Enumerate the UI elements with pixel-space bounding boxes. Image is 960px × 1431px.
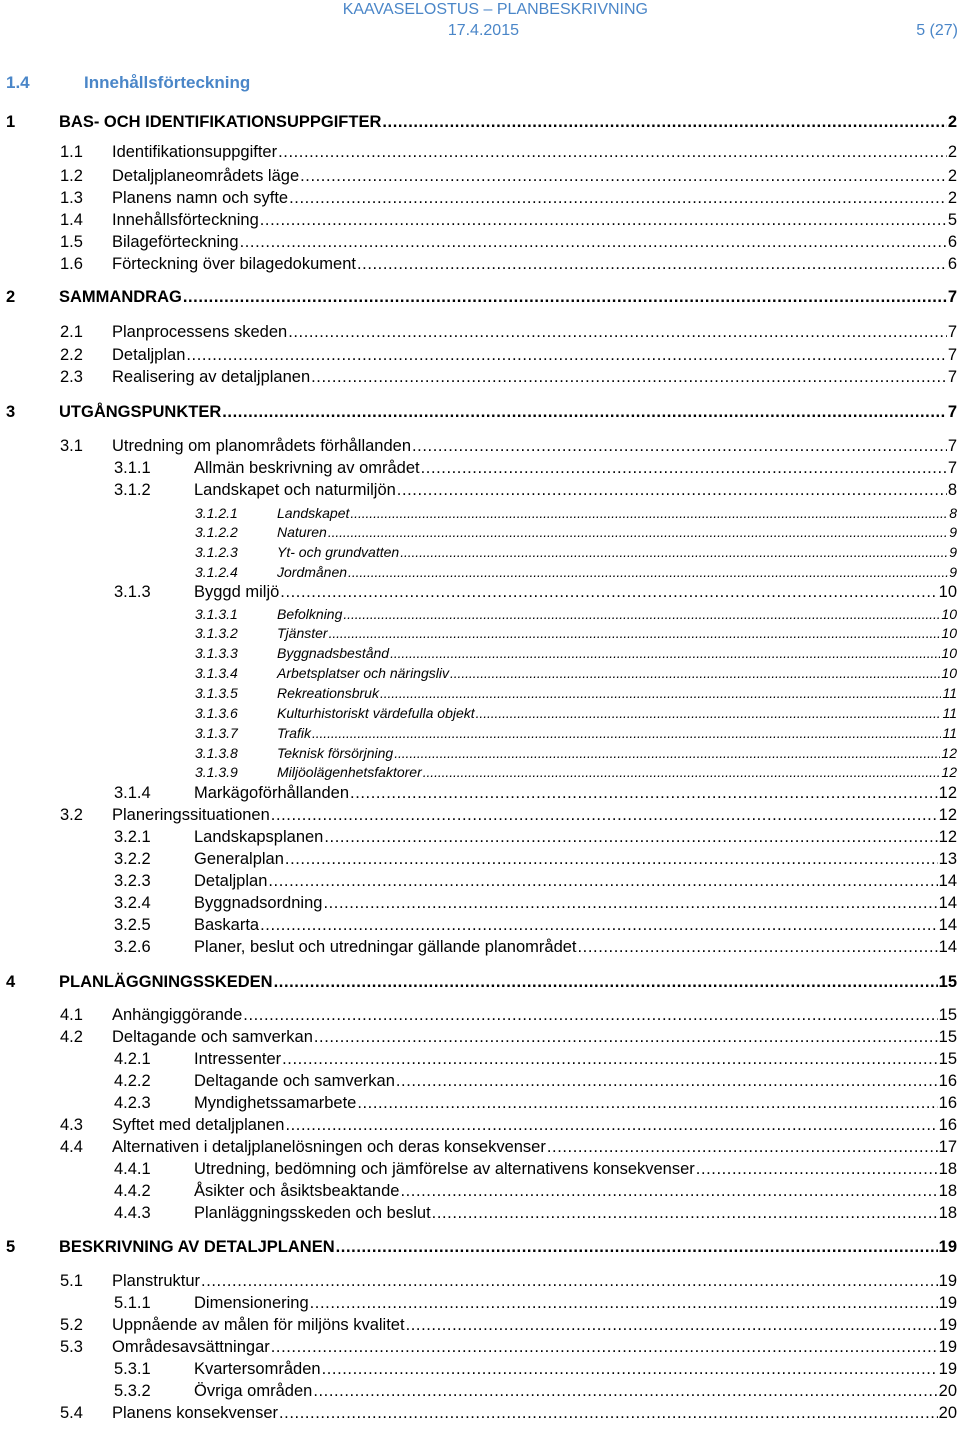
toc-entry-number: 4.4 bbox=[60, 1138, 83, 1156]
toc-entry[interactable] bbox=[195, 764, 957, 781]
toc-entry-title: UTGÅNGSPUNKTER bbox=[59, 403, 222, 421]
toc-entry-page: 7 bbox=[947, 459, 957, 477]
toc-entry[interactable] bbox=[60, 1005, 957, 1025]
toc-entry-page: 14 bbox=[938, 916, 957, 934]
toc-entry[interactable] bbox=[60, 166, 957, 186]
toc-dot-leader bbox=[380, 685, 942, 702]
toc-entry[interactable] bbox=[195, 685, 957, 702]
toc-entry-page: 15 bbox=[938, 1050, 957, 1068]
toc-dot-leader bbox=[278, 142, 947, 162]
toc-entry-title: Planens konsekvenser bbox=[112, 1404, 279, 1422]
toc-entry-page: 7 bbox=[947, 437, 957, 455]
toc-entry-number: 3.1.1 bbox=[114, 459, 151, 477]
toc-entry-title: Kulturhistoriskt värdefulla objekt bbox=[277, 705, 475, 721]
toc-dot-leader bbox=[274, 972, 938, 992]
toc-entry-page: 18 bbox=[938, 1182, 957, 1200]
toc-entry-title: Övriga områden bbox=[194, 1382, 313, 1400]
toc-entry-page: 14 bbox=[938, 938, 957, 956]
toc-entry[interactable] bbox=[60, 210, 957, 230]
toc-entry-title: Landskapsplanen bbox=[194, 828, 324, 846]
toc-entry-page: 7 bbox=[947, 403, 957, 421]
toc-dot-leader bbox=[696, 1159, 938, 1179]
toc-entry-title: SAMMANDRAG bbox=[59, 288, 182, 306]
toc-dot-leader bbox=[357, 254, 947, 274]
toc-entry-number: 3.1.3.4 bbox=[195, 665, 238, 681]
toc-entry-number: 2.3 bbox=[60, 368, 83, 386]
toc-dot-leader bbox=[280, 582, 937, 602]
toc-dot-leader bbox=[271, 805, 938, 825]
toc-entry-title: Utredning om planområdets förhållanden bbox=[112, 437, 412, 455]
toc-entry-number: 3.1.4 bbox=[114, 784, 151, 802]
toc-entry[interactable] bbox=[195, 564, 957, 581]
toc-entry-page: 16 bbox=[938, 1072, 957, 1090]
toc-entry-number: 3.1.3.9 bbox=[195, 764, 238, 780]
toc-dot-leader bbox=[476, 705, 942, 722]
toc-entry-page: 20 bbox=[938, 1382, 957, 1400]
toc-dot-leader bbox=[243, 1005, 937, 1025]
toc-dot-leader bbox=[390, 645, 940, 662]
toc-dot-leader bbox=[382, 112, 946, 132]
toc-entry-title: Anhängiggörande bbox=[112, 1006, 243, 1024]
toc-dot-leader bbox=[357, 1093, 937, 1113]
toc-entry[interactable] bbox=[114, 827, 957, 847]
toc-entry-number: 1.4 bbox=[60, 211, 83, 229]
toc-entry[interactable] bbox=[6, 1237, 957, 1257]
toc-entry-page: 14 bbox=[938, 872, 957, 890]
toc-entry[interactable] bbox=[60, 232, 957, 252]
toc-entry-number: 3.1.3.3 bbox=[195, 645, 238, 661]
toc-entry[interactable] bbox=[195, 725, 957, 742]
toc-dot-leader bbox=[312, 725, 941, 742]
section-heading-title: Innehållsförteckning bbox=[84, 73, 251, 92]
toc-entry-number: 3.1.3 bbox=[114, 583, 151, 601]
toc-entry-number: 5.1.1 bbox=[114, 1294, 151, 1312]
toc-entry-number: 3.1.3.2 bbox=[195, 625, 238, 641]
toc-dot-leader bbox=[400, 544, 948, 561]
toc-dot-leader bbox=[397, 480, 947, 500]
toc-entry-page: 12 bbox=[941, 764, 957, 780]
toc-dot-leader bbox=[406, 1315, 938, 1335]
toc-entry-number: 3.2.4 bbox=[114, 894, 151, 912]
toc-entry[interactable] bbox=[114, 937, 957, 957]
toc-entry-title: Deltagande och samverkan bbox=[194, 1072, 395, 1090]
toc-entry-number: 3.1.3.8 bbox=[195, 745, 238, 761]
toc-entry-page: 12 bbox=[941, 745, 957, 761]
toc-entry-title: Detaljplan bbox=[194, 872, 268, 890]
toc-entry-title: Landskapet och naturmiljön bbox=[194, 481, 396, 499]
toc-entry-number: 3.1.3.6 bbox=[195, 705, 238, 721]
toc-entry[interactable] bbox=[195, 544, 957, 561]
toc-dot-leader bbox=[350, 783, 938, 803]
toc-entry-page: 13 bbox=[938, 850, 957, 868]
toc-entry-title: Markägoförhållanden bbox=[194, 784, 350, 802]
toc-entry-title: Förteckning över bilagedokument bbox=[112, 255, 356, 273]
toc-entry-title: Planstruktur bbox=[112, 1272, 201, 1290]
toc-dot-leader bbox=[285, 849, 938, 869]
toc-dot-leader bbox=[547, 1137, 938, 1157]
toc-entry-title: Syftet med detaljplanen bbox=[112, 1116, 285, 1134]
toc-entry-number: 4 bbox=[6, 973, 16, 991]
toc-entry-title: Byggnadsordning bbox=[194, 894, 323, 912]
toc-entry-page: 15 bbox=[938, 1006, 957, 1024]
toc-entry-title: Byggd miljö bbox=[194, 583, 280, 601]
toc-entry-number: 3.2.2 bbox=[114, 850, 151, 868]
toc-entry-title: Dimensionering bbox=[194, 1294, 309, 1312]
toc-dot-leader bbox=[282, 1049, 938, 1069]
toc-entry-number: 5.2 bbox=[60, 1316, 83, 1334]
toc-dot-leader bbox=[300, 166, 947, 186]
toc-entry-title: Innehållsförteckning bbox=[112, 211, 259, 229]
toc-entry[interactable] bbox=[60, 322, 957, 342]
toc-dot-leader bbox=[450, 665, 940, 682]
toc-entry[interactable] bbox=[114, 1071, 957, 1091]
toc-entry-title: Planer, beslut och utredningar gällande planområdet bbox=[194, 938, 577, 956]
toc-entry-number: 3.2 bbox=[60, 806, 83, 824]
toc-entry-page: 7 bbox=[947, 288, 957, 306]
toc-dot-leader bbox=[421, 458, 947, 478]
toc-dot-leader bbox=[183, 287, 947, 307]
toc-entry-page: 18 bbox=[938, 1204, 957, 1222]
document-title: KAAVASELOSTUS – PLANBESKRIVNING bbox=[342, 1, 648, 18]
toc-dot-leader bbox=[268, 871, 937, 891]
toc-entry-page: 16 bbox=[938, 1094, 957, 1112]
toc-entry[interactable] bbox=[114, 1181, 957, 1201]
toc-entry-page: 10 bbox=[941, 665, 957, 681]
toc-entry-title: Utredning, bedömning och jämförelse av alternativens konsekvenser bbox=[194, 1160, 695, 1178]
toc-entry-title: Befolkning bbox=[277, 606, 343, 622]
toc-entry-number: 3.1 bbox=[60, 437, 83, 455]
toc-dot-leader bbox=[343, 606, 940, 623]
toc-entry-number: 1.3 bbox=[60, 189, 83, 207]
section-heading-number: 1.4 bbox=[6, 73, 30, 92]
toc-entry-page: 2 bbox=[947, 143, 957, 161]
toc-entry[interactable] bbox=[195, 645, 957, 662]
toc-dot-leader bbox=[240, 232, 947, 252]
toc-entry[interactable] bbox=[6, 972, 957, 992]
toc-entry-number: 3.1.3.1 bbox=[195, 606, 238, 622]
toc-entry-page: 10 bbox=[941, 606, 957, 622]
toc-entry-number: 1.6 bbox=[60, 255, 83, 273]
toc-entry-page: 15 bbox=[938, 1028, 957, 1046]
toc-entry-title: Yt- och grundvatten bbox=[277, 544, 400, 560]
toc-entry-page: 19 bbox=[938, 1338, 957, 1356]
toc-entry-page: 2 bbox=[947, 167, 957, 185]
toc-entry[interactable] bbox=[60, 142, 957, 162]
toc-entry-title: Planeringssituationen bbox=[112, 806, 270, 824]
toc-entry-number: 5.4 bbox=[60, 1404, 83, 1422]
toc-entry[interactable] bbox=[114, 1203, 957, 1223]
toc-entry[interactable] bbox=[114, 783, 957, 803]
toc-entry-page: 19 bbox=[938, 1238, 957, 1256]
toc-entry-page: 12 bbox=[938, 784, 957, 802]
toc-entry-page: 20 bbox=[938, 1404, 957, 1422]
toc-dot-leader bbox=[336, 1237, 938, 1257]
toc-dot-leader bbox=[279, 1403, 938, 1423]
toc-entry-number: 5.3.1 bbox=[114, 1360, 151, 1378]
toc-entry-number: 3.2.3 bbox=[114, 872, 151, 890]
toc-entry-number: 3.1.2.1 bbox=[195, 505, 238, 521]
toc-entry-page: 9 bbox=[949, 544, 957, 560]
toc-entry-title: BAS- OCH IDENTIFIKATIONSUPPGIFTER bbox=[59, 113, 382, 131]
toc-entry[interactable] bbox=[195, 625, 957, 642]
toc-entry-page: 7 bbox=[947, 346, 957, 364]
toc-dot-leader bbox=[396, 1071, 938, 1091]
toc-dot-leader bbox=[329, 625, 941, 642]
toc-entry[interactable] bbox=[114, 1093, 957, 1113]
toc-entry-title: Generalplan bbox=[194, 850, 284, 868]
toc-entry[interactable] bbox=[6, 287, 957, 307]
toc-entry-number: 3.2.5 bbox=[114, 916, 151, 934]
toc-dot-leader bbox=[324, 827, 937, 847]
toc-entry-page: 7 bbox=[947, 368, 957, 386]
toc-entry[interactable] bbox=[195, 606, 957, 623]
toc-entry-title: Landskapet bbox=[277, 505, 350, 521]
toc-entry-page: 5 bbox=[947, 211, 957, 229]
toc-entry[interactable] bbox=[60, 1271, 957, 1291]
toc-entry-title: Baskarta bbox=[194, 916, 260, 934]
toc-entry-number: 3.2.6 bbox=[114, 938, 151, 956]
toc-entry[interactable] bbox=[114, 582, 957, 602]
toc-entry-title: Tjänster bbox=[277, 625, 328, 641]
toc-entry-title: Uppnående av målen för miljöns kvalitet bbox=[112, 1316, 405, 1334]
toc-entry-page: 11 bbox=[942, 685, 957, 701]
toc-entry-number: 5 bbox=[6, 1238, 16, 1256]
toc-entry[interactable] bbox=[114, 1293, 957, 1313]
toc-entry-number: 4.2.2 bbox=[114, 1072, 151, 1090]
toc-entry-title: Planens namn och syfte bbox=[112, 189, 289, 207]
toc-entry-number: 2 bbox=[6, 288, 16, 306]
toc-entry[interactable] bbox=[114, 1049, 957, 1069]
toc-entry-title: Områdesavsättningar bbox=[112, 1338, 270, 1356]
toc-entry[interactable] bbox=[60, 1337, 957, 1357]
toc-entry-number: 5.3.2 bbox=[114, 1382, 151, 1400]
toc-dot-leader bbox=[322, 1359, 938, 1379]
toc-dot-leader bbox=[350, 505, 948, 522]
toc-entry-number: 2.2 bbox=[60, 346, 83, 364]
toc-entry-title: Detaljplan bbox=[112, 346, 186, 364]
toc-entry-page: 9 bbox=[949, 524, 957, 540]
toc-entry-page: 19 bbox=[938, 1272, 957, 1290]
toc-entry-page: 8 bbox=[947, 481, 957, 499]
toc-entry-page: 15 bbox=[938, 973, 957, 991]
toc-entry-number: 4.2 bbox=[60, 1028, 83, 1046]
toc-entry-number: 3.1.3.7 bbox=[195, 725, 238, 741]
toc-dot-leader bbox=[260, 210, 947, 230]
toc-entry-number: 4.4.2 bbox=[114, 1182, 151, 1200]
toc-entry-page: 10 bbox=[938, 583, 957, 601]
toc-entry-number: 4.3 bbox=[60, 1116, 83, 1134]
toc-dot-leader bbox=[348, 564, 948, 581]
toc-entry-page: 6 bbox=[947, 233, 957, 251]
toc-dot-leader bbox=[310, 1293, 938, 1313]
toc-entry-number: 1.5 bbox=[60, 233, 83, 251]
toc-entry[interactable] bbox=[114, 849, 957, 869]
toc-entry[interactable] bbox=[114, 458, 957, 478]
toc-entry[interactable] bbox=[114, 871, 957, 891]
toc-entry-number: 3.1.2.2 bbox=[195, 524, 238, 540]
toc-entry-title: Detaljplaneområdets läge bbox=[112, 167, 300, 185]
page-number: 5 (27) bbox=[916, 22, 958, 39]
toc-entry-title: Byggnadsbestånd bbox=[277, 645, 390, 661]
toc-dot-leader bbox=[311, 367, 947, 387]
toc-dot-leader bbox=[201, 1271, 938, 1291]
toc-entry-number: 3.1.3.5 bbox=[195, 685, 238, 701]
toc-entry-number: 3.1.2.4 bbox=[195, 564, 238, 580]
toc-entry-page: 16 bbox=[938, 1116, 957, 1134]
toc-entry-page: 12 bbox=[938, 828, 957, 846]
toc-dot-leader bbox=[289, 188, 947, 208]
toc-entry-page: 10 bbox=[941, 645, 957, 661]
toc-entry-title: Intressenter bbox=[194, 1050, 282, 1068]
toc-dot-leader bbox=[432, 1203, 938, 1223]
toc-entry-title: Arbetsplatser och näringsliv bbox=[277, 665, 449, 681]
toc-entry-page: 14 bbox=[938, 894, 957, 912]
toc-entry[interactable] bbox=[60, 1315, 957, 1335]
toc-entry-number: 1.2 bbox=[60, 167, 83, 185]
toc-dot-leader bbox=[394, 745, 940, 762]
toc-entry-title: Realisering av detaljplanen bbox=[112, 368, 311, 386]
toc-entry[interactable] bbox=[60, 1115, 957, 1135]
toc-dot-leader bbox=[314, 1027, 938, 1047]
toc-entry[interactable] bbox=[114, 480, 957, 500]
toc-entry[interactable] bbox=[195, 705, 957, 722]
toc-entry-number: 3.2.1 bbox=[114, 828, 151, 846]
toc-entry-number: 4.2.1 bbox=[114, 1050, 151, 1068]
toc-entry-number: 3 bbox=[6, 403, 16, 421]
toc-entry-number: 3.1.2 bbox=[114, 481, 151, 499]
toc-entry[interactable] bbox=[114, 1359, 957, 1379]
toc-entry-page: 8 bbox=[949, 505, 957, 521]
toc-entry-title: PLANLÄGGNINGSSKEDEN bbox=[59, 973, 273, 991]
toc-entry[interactable] bbox=[114, 893, 957, 913]
toc-dot-leader bbox=[288, 322, 947, 342]
toc-entry-title: Teknisk försörjning bbox=[277, 745, 394, 761]
toc-dot-leader bbox=[186, 345, 946, 365]
toc-entry[interactable] bbox=[60, 254, 957, 274]
toc-entry-page: 2 bbox=[947, 189, 957, 207]
toc-entry-page: 19 bbox=[938, 1294, 957, 1312]
toc-entry-title: BESKRIVNING AV DETALJPLANEN bbox=[59, 1238, 335, 1256]
toc-entry[interactable] bbox=[6, 402, 957, 422]
toc-dot-leader bbox=[271, 1337, 938, 1357]
toc-entry-title: Naturen bbox=[277, 524, 327, 540]
toc-entry-title: Åsikter och åsiktsbeaktande bbox=[194, 1182, 400, 1200]
toc-entry-number: 4.4.1 bbox=[114, 1160, 151, 1178]
toc-entry-title: Jordmånen bbox=[277, 564, 348, 580]
toc-entry-page: 9 bbox=[949, 564, 957, 580]
toc-entry[interactable] bbox=[60, 1137, 957, 1157]
toc-entry[interactable] bbox=[60, 805, 957, 825]
toc-entry-page: 6 bbox=[947, 255, 957, 273]
toc-entry-page: 19 bbox=[938, 1316, 957, 1334]
toc-entry-title: Bilageförteckning bbox=[112, 233, 239, 251]
toc-entry[interactable] bbox=[195, 745, 957, 762]
toc-entry-title: Alternativen i detaljplanelösningen och deras konsekvenser bbox=[112, 1138, 546, 1156]
toc-dot-leader bbox=[328, 524, 948, 541]
toc-entry-page: 18 bbox=[938, 1160, 957, 1178]
toc-entry-number: 2.1 bbox=[60, 323, 83, 341]
toc-entry-title: Allmän beskrivning av området bbox=[194, 459, 420, 477]
toc-dot-leader bbox=[400, 1181, 937, 1201]
toc-entry-number: 4.4.3 bbox=[114, 1204, 151, 1222]
toc-entry[interactable] bbox=[60, 345, 957, 365]
toc-entry-title: Planläggningsskeden och beslut bbox=[194, 1204, 431, 1222]
toc-entry-page: 12 bbox=[938, 806, 957, 824]
toc-entry[interactable] bbox=[6, 112, 957, 132]
toc-entry[interactable] bbox=[195, 524, 957, 541]
toc-entry-number: 5.1 bbox=[60, 1272, 83, 1290]
toc-entry[interactable] bbox=[195, 665, 957, 682]
toc-dot-leader bbox=[423, 764, 941, 781]
toc-dot-leader bbox=[578, 937, 938, 957]
toc-entry-number: 4.2.3 bbox=[114, 1094, 151, 1112]
toc-entry-title: Myndighetssamarbete bbox=[194, 1094, 357, 1112]
toc-entry-number: 5.3 bbox=[60, 1338, 83, 1356]
toc-entry-page: 10 bbox=[941, 625, 957, 641]
toc-entry-title: Identifikationsuppgifter bbox=[112, 143, 278, 161]
toc-entry[interactable] bbox=[60, 188, 957, 208]
toc-entry-title: Rekreationsbruk bbox=[277, 685, 379, 701]
toc-entry[interactable] bbox=[60, 1403, 957, 1423]
toc-entry-page: 17 bbox=[938, 1138, 957, 1156]
toc-entry-page: 11 bbox=[942, 725, 957, 741]
toc-entry-page: 19 bbox=[938, 1360, 957, 1378]
toc-dot-leader bbox=[260, 915, 938, 935]
toc-entry[interactable] bbox=[114, 915, 957, 935]
toc-dot-leader bbox=[313, 1381, 937, 1401]
toc-entry-number: 1 bbox=[6, 113, 16, 131]
toc-entry-title: Kvartersområden bbox=[194, 1360, 321, 1378]
toc-entry-page: 2 bbox=[947, 113, 957, 131]
toc-entry[interactable] bbox=[60, 367, 957, 387]
toc-dot-leader bbox=[323, 893, 937, 913]
toc-dot-leader bbox=[285, 1115, 937, 1135]
toc-entry-title: Planprocessens skeden bbox=[112, 323, 288, 341]
toc-entry-number: 4.1 bbox=[60, 1006, 83, 1024]
document-date: 17.4.2015 bbox=[447, 22, 519, 39]
toc-dot-leader bbox=[412, 436, 947, 456]
toc-entry[interactable] bbox=[60, 1027, 957, 1047]
toc-entry[interactable] bbox=[195, 505, 957, 522]
toc-entry[interactable] bbox=[60, 436, 957, 456]
toc-entry-title: Trafik bbox=[277, 725, 311, 741]
toc-entry-page: 11 bbox=[942, 705, 957, 721]
toc-entry-page: 7 bbox=[947, 323, 957, 341]
toc-entry[interactable] bbox=[114, 1159, 957, 1179]
toc-entry-title: Miljöolägenhetsfaktorer bbox=[277, 764, 422, 780]
toc-entry-number: 3.1.2.3 bbox=[195, 544, 238, 560]
toc-entry-title: Deltagande och samverkan bbox=[112, 1028, 313, 1046]
toc-entry[interactable] bbox=[114, 1381, 957, 1401]
toc-dot-leader bbox=[222, 402, 947, 422]
toc-entry-number: 1.1 bbox=[60, 143, 83, 161]
